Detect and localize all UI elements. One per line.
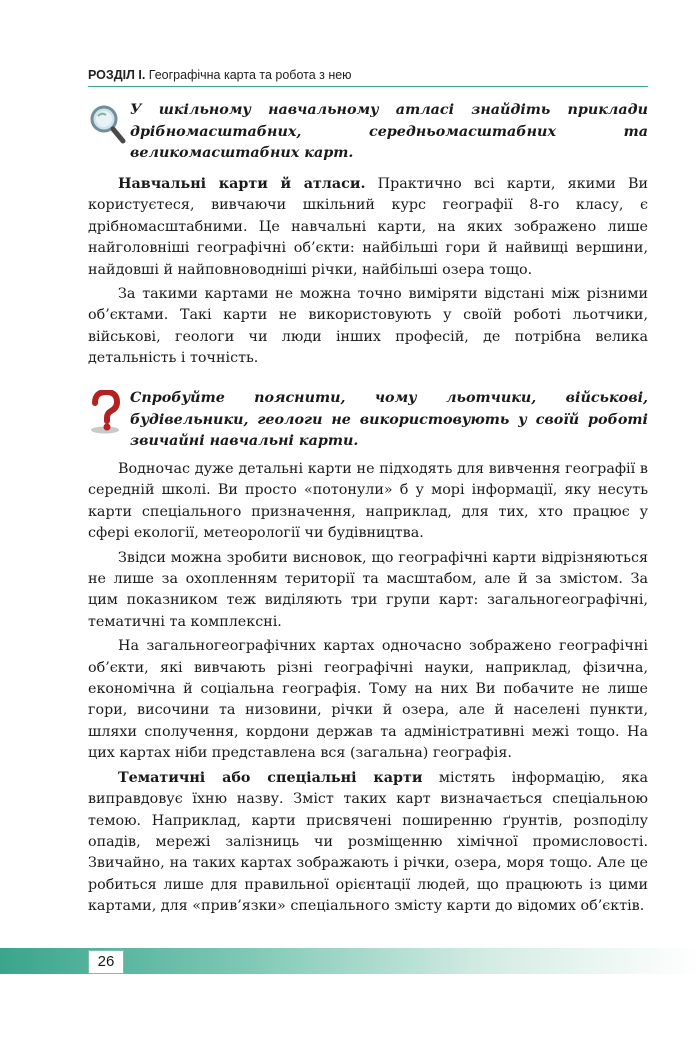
term-thematic-maps: Тематичні або спеціальні карти [118,769,423,786]
page-number: 26 [88,950,124,974]
task-block-atlas [88,100,648,165]
text-block-2 [88,459,648,918]
paragraph: За такими картами не можна точно виміряти відстані між різними об’єктами. Такі карти не використовують у своїй роботі льотчики, військові, геологи чи люди інших професій, де потрібна велика детальність і точність. [88,286,648,367]
paragraph-text: Практично всі карти, якими Ви користуєтеся, вивчаючи шкільний курс географії 8-го класу, є дрібномасштабними. Це навчальні карти, на яких зображено лише найголовніші географічні об’єкти: найбільші гори й найвищі вершини, найдовші й найповноводніші річки, найбільші озера тощо. [88,176,648,278]
paragraph: На загальногеографічних картах одночасно зображено географічні об’єкти, які вивчають різні географічні науки, наприклад, фізична, економічна й соціальна географія. Тому на них Ви побачите не лише гори, височини та низовини, річки й озера, але й населені пункти, шляхи сполучення, кордони держав та адміністративні межі тощо. На цих картах ніби представлена вся (загальна) географія. [88,638,648,762]
task-text-explain: Спробуйте пояснити, чому льотчики, військові, будівельники, геологи не використовують у своїй роботі звичайні навчальні карти. [130,390,648,449]
section-label: РОЗДІЛ І. [88,68,146,82]
task-text-atlas: У шкільному навчальному атласі знайдіть приклади дрібномасштабних, середньомасштабних та великомасштабних карт. [130,102,648,161]
section-title: Географічна карта та робота з нею [148,68,352,82]
magnifier-icon [88,102,126,146]
task-block-explain [88,388,648,453]
paragraph-text: містять інформацію, яка виправдовує їхню назву. Зміст таких карт визначається спеціальною темою. Наприклад, карти присвячені поширенню ґрунтів, розподілу опадів, мережі залізниць чи розміщенню хімічної промисловості. Звичайно, на таких картах зображають і річки, озера, моря тощо. Але це робиться лише для правильної орієнтації людей, що працюють із цими картами, для «прив’язки» спеціального змісту карти до відомих об’єктів. [88,769,648,915]
paragraph-educational-maps [88,174,648,281]
term-educational-maps: Навчальні карти й атласи. [118,176,366,192]
paragraph: Водночас дуже детальні карти не підходять для вивчення географії в середній школі. Ви просто «потонули» б у морі інформації, яку несуть карти спеціального призначення, наприклад, для тих, хто працює у сфері екології, метеорології чи будівництва. [88,461,648,542]
paragraph-thematic-maps [88,768,648,918]
running-header [88,68,648,87]
paragraph: Звідси можна зробити висновок, що географічні карти відрізняються не лише за охопленням території та масштабом, але й за змістом. За цим показником теж виділяють три групи карт: загальногеографічні, тематичні та комплексні. [88,549,648,630]
question-mark-icon [88,390,126,434]
text-block-1 [88,174,648,370]
